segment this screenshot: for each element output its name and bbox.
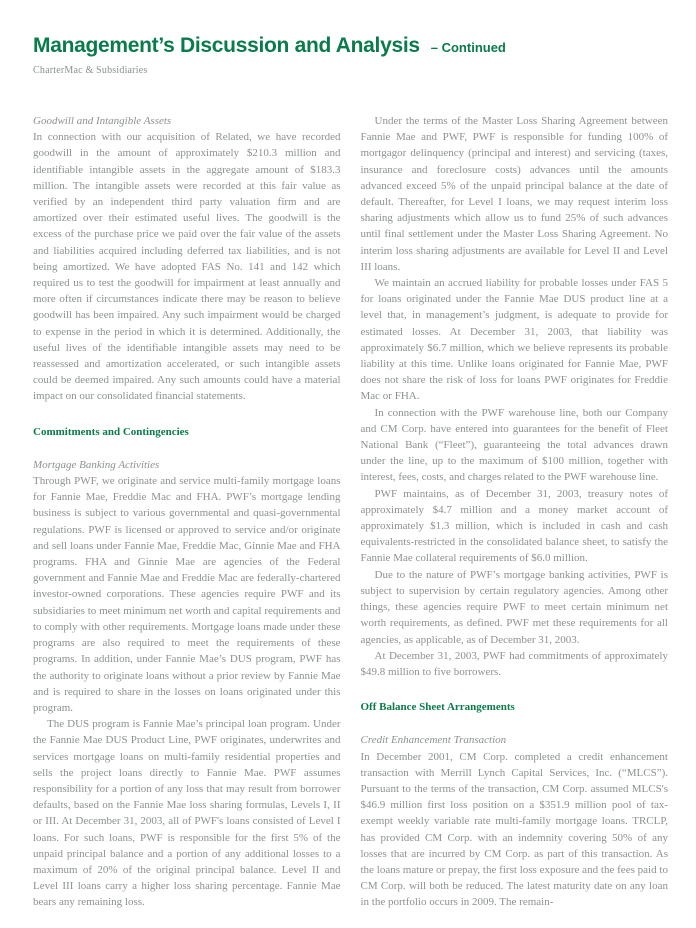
column-left — [33, 113, 341, 911]
two-column-body — [33, 113, 668, 911]
paragraph-indent: Under the terms of the Master Loss Sharing Agreement between Fannie Mae and PWF, PWF is responsible for funding 100% of mortgagor delinquency (principal and interest) and servicing (taxes, insurance and foreclosure costs) advances until the amounts advanced exceed 5% of the unpaid principal balance at the date of default. Thereafter, for Level I loans, we may request interim loss sharing adjustments which allow us to fund 25% of such advances until final settlement under the Master Loss Sharing Agreement. No interim loss sharing adjustments are available for Level II and Level III loans. — [360, 115, 668, 273]
green-heading: Off Balance Sheet Arrangements — [360, 701, 515, 714]
paragraph-indent: Due to the nature of PWF’s mortgage banking activities, PWF is subject to supervision by certain regulatory agencies. Among other things, these agencies require PWF to meet certain minimum net worth requirements, as defined. PWF met these requirements for all agencies, as applicable, as of December 31, 2003. — [360, 568, 668, 646]
paragraph-indent: We maintain an accrued liability for probable losses under FAS 5 for loans originated under the Fannie Mae DUS product line at a level that, in management’s judgment, is adequate to provide for estimated losses. At December 31, 2003, that liability was approximately $6.7 million, which we believe represents its probable liability at this time. Unlike loans originated for Fannie Mae, PWF does not share the risk of loss for loans PWF originates for Freddie Mac or FHA. — [360, 277, 668, 403]
paragraph: Through PWF, we originate and service multi-family mortgage loans for Fannie Mae, Freddie Mac and FHA. PWF’s mortgage lending business is subject to various governmental and quasi-governmental regulations. PWF is licensed or approved to service and/or originate and sell loans under Fannie Mae, Freddie Mac, Ginnie Mae and FHA programs. FHA and Ginnie Mae are agencies of the Federal government and Fannie Mae and Freddie Mac are federally-chartered investor-owned corporations. These agencies require PWF and its subsidiaries to meet minimum net worth and capital requirements and to comply with other requirements. Mortgage loans made under these programs are also required to meet the requirements of these programs. In addition, under Fannie Mae’s DUS program, PWF has the authority to originate loans without a prior review by Fannie Mae and is required to share in the losses on loans originated under this program. — [33, 475, 341, 714]
green-heading: Commitments and Contingencies — [33, 425, 189, 438]
paragraph-indent: PWF maintains, as of December 31, 2003, treasury notes of approximately $4.7 million and a money market account of approximately $1.3 million, which is included in cash and cash equivalents-restricted in the consolidated balance sheet, to satisfy the Fannie Mae collateral requirements of $6.0 million. — [360, 487, 668, 565]
column-right — [361, 113, 669, 911]
company-subtitle: CharterMac & Subsidiaries — [33, 65, 148, 76]
paragraph: In December 2001, CM Corp. completed a credit enhancement transaction with Merrill Lynch Capital Services, Inc. (“MLCS”). Pursuant to the terms of the transaction, CM Corp. assumed MLCS's $46.9 million first loss position on a $351.9 million pool of tax-exempt weekly variable rate multi-family mortgage loans. TRCLP, has provided CM Corp. with an indemnity covering 50% of any losses that are incurred by CM Corp. as part of this transaction. As the loans mature or prepay, the first loss exposure and the fees paid to CM Corp. will both be reduced. The latest maturity date on any loan in the portfolio occurs in 2009. The remain- — [360, 750, 668, 909]
page-title: Management’s Discussion and Analysis — [33, 34, 420, 57]
paragraph-indent: The DUS program is Fannie Mae’s principal loan program. Under the Fannie Mae DUS Product Line, PWF originates, underwrites and services mortgage loans on multi-family residential properties and sells the project loans directly to Fannie Mae. PWF assumes responsibility for a portion of any loss that may result from borrower defaults, based on the Fannie Mae loss sharing formulas, Levels I, II or III. At December 31, 2003, all of PWF's loans consisted of Level I loans. For such loans, PWF is responsible for the first 5% of the unpaid principal balance and a portion of any additional losses to a maximum of 20% of the original principal balance. Level II and Level III loans carry a higher loss sharing percentage. Fannie Mae bears any remaining loss. — [33, 718, 341, 909]
italic-heading: Credit Enhancement Transaction — [360, 734, 507, 747]
italic-heading: Goodwill and Intangible Assets — [33, 115, 172, 127]
page-header — [33, 34, 668, 58]
paragraph-indent: At December 31, 2003, PWF had commitments of approximately $49.8 million to five borrowers. — [360, 649, 668, 678]
page-title-suffix: – Continued — [430, 40, 506, 55]
paragraph-indent: In connection with the PWF warehouse line, both our Company and CM Corp. have entered into guarantees for the benefit of Fleet National Bank (“Fleet”), guaranteeing the total advances drawn under the line, up to the maximum of $100 million, together with interest, fees, costs, and charges related to the PWF warehouse line. — [360, 406, 668, 484]
paragraph: In connection with our acquisition of Related, we have recorded goodwill in the amount of approximately $210.3 million and identifiable intangible assets in the aggregate amount of $183.3 million. The intangible assets were recorded at this fair value as verified by an independent third party valuation firm and are amortized over their estimated useful lives. The goodwill is the excess of the purchase price we paid over the fair value of the assets and liabilities acquired including deferred tax liabilities, and is not being amortized. We have adopted FAS No. 141 and 142 which required us to test the goodwill for impairment at least annually and more often if circumstances indicate there may be reason to believe goodwill has been impaired. Any such impairment would be charged to expense in the period in which it is determined. Additionally, the useful lives of the identifiable intangible assets may need to be reassessed and amortization accelerated, or such intangible assets could be deemed impaired. Any such amounts could have a material impact on our consolidated financial statements. — [33, 131, 341, 403]
italic-heading: Mortgage Banking Activities — [33, 458, 160, 471]
